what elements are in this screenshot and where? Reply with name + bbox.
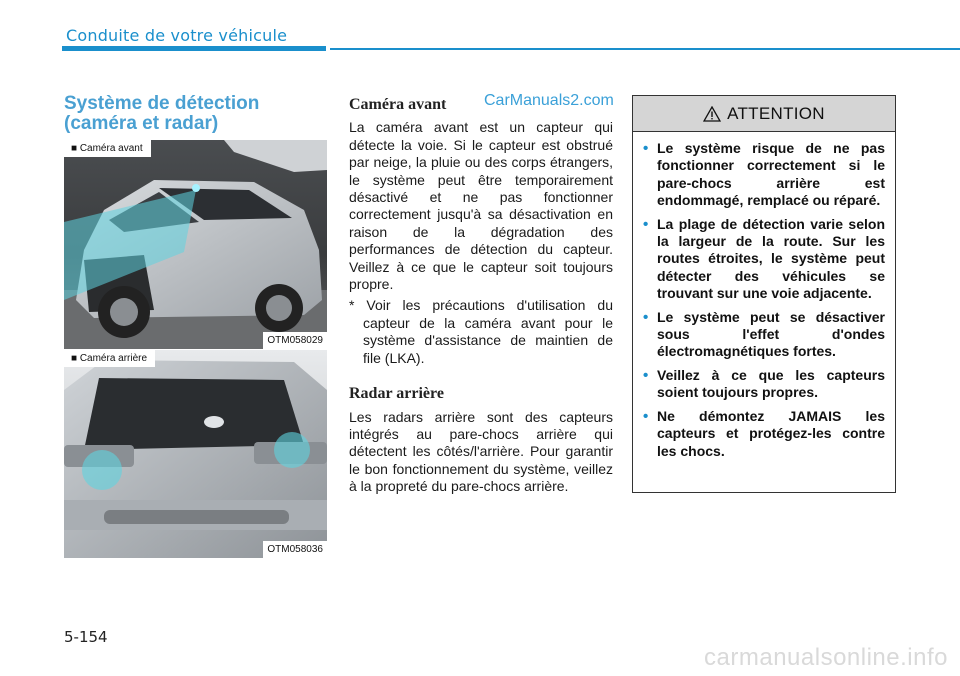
main-text-column bbox=[349, 96, 613, 496]
front-camera-heading: Caméra avant bbox=[349, 96, 447, 113]
bullet-dot-icon: • bbox=[643, 215, 649, 233]
attention-box bbox=[632, 95, 896, 493]
header-rule-thin bbox=[330, 48, 960, 50]
attention-item: • Le système risque de ne pas fonctionner correctement si le pare-chocs arrière est endommagé, remplacé ou réparé. bbox=[643, 140, 885, 209]
front-camera-illustration bbox=[64, 140, 327, 349]
bullet-dot-icon: • bbox=[643, 308, 649, 326]
bullet-dot-icon: • bbox=[643, 407, 649, 425]
warning-triangle-icon bbox=[703, 106, 721, 122]
attention-item: • Veillez à ce que les capteurs soient toujours propres. bbox=[643, 366, 885, 401]
attention-list bbox=[633, 132, 895, 460]
front-camera-car-image bbox=[64, 140, 327, 349]
attention-item: • Le système peut se désactiver sous l'effet d'ondes électromagnétiques fortes. bbox=[643, 308, 885, 360]
rear-radar-car-image bbox=[64, 350, 327, 558]
image-caption: ■ Caméra arrière bbox=[64, 350, 155, 367]
front-camera-body: La caméra avant est un capteur qui détecte la voie. Si le capteur est obstrué par neige, la pluie ou des corps étrangers, le système peut être temporairement désactivé et ne pas fonctionner correctement jusqu'à sa désactivation en raison de la dégradation des performances de détection du capteur. Veillez à ce que le capteur soit toujours propre. bbox=[349, 119, 613, 293]
image-code: OTM058036 bbox=[263, 541, 327, 558]
bullet-dot-icon: • bbox=[643, 366, 649, 384]
page-number: 5-154 bbox=[64, 628, 108, 646]
rear-radar-illustration bbox=[64, 350, 327, 558]
image-caption: ■ Caméra avant bbox=[64, 140, 151, 157]
rear-radar-body: Les radars arrière sont des capteurs intégrés au pare-chocs arrière qui détectent les côtés/l'arrière. Pour garantir le bon fonctionnement du système, veillez à la propreté du pare-chocs arrière. bbox=[349, 408, 613, 495]
rear-radar-heading: Radar arrière bbox=[349, 385, 444, 403]
carmanuals-watermark[interactable]: CarManuals2.com bbox=[484, 92, 614, 109]
running-header: Conduite de votre véhicule bbox=[66, 26, 288, 45]
attention-item: • Ne démontez JAMAIS les capteurs et protégez-les contre les chocs. bbox=[643, 407, 885, 459]
attention-item: • La plage de détection varie selon la largeur de la route. Sur les routes étroites, le système peut détecter des véhicules se trouvant sur une voie adjacente. bbox=[643, 215, 885, 302]
attention-header bbox=[633, 96, 895, 132]
attention-title: ATTENTION bbox=[727, 103, 825, 123]
image-code: OTM058029 bbox=[263, 332, 327, 349]
front-camera-note: * Voir les précautions d'utilisation du capteur de la caméra avant pour le système d'assistance de maintien de file (LKA). bbox=[349, 297, 613, 366]
bullet-dot-icon: • bbox=[643, 140, 649, 157]
section-title: Système de détection (caméra et radar) bbox=[64, 93, 260, 134]
header-rule-thick bbox=[62, 46, 326, 51]
footer-watermark: carmanualsonline.info bbox=[704, 644, 948, 671]
